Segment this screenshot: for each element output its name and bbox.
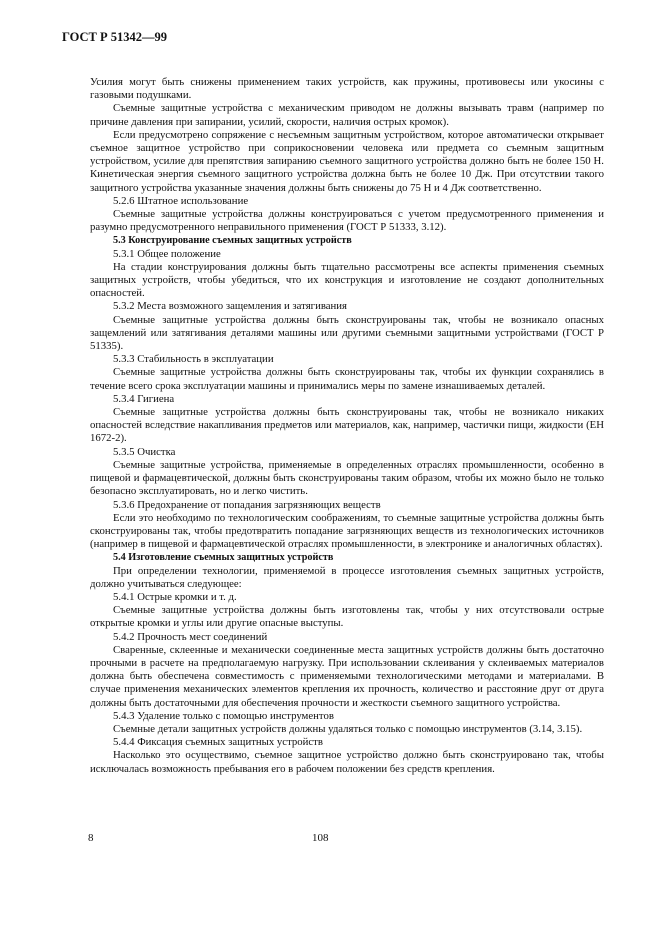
paragraph: Съемные защитные устройства должны быть сконструированы так, чтобы не возникало опасных защемлений или затягивания деталями машины или другими съемными защитными устройствами (ГОСТ Р 51335). <box>90 313 604 353</box>
section-title: 5.3 Конструирование съемных защитных устройств <box>113 235 352 247</box>
paragraph: На стадии конструирования должны быть тщательно рассмотрены все аспекты применения съемных защитных устройств, чтобы убедиться, что их конструкция и изготовление не создают дополнительных опасностей. <box>90 260 604 300</box>
section-heading: 5.4.3 Удаление только с помощью инструментов <box>113 709 334 722</box>
paragraph: Съемные защитные устройства, применяемые в определенных отраслях промышленности, особенно в пищевой и фармацевтической, должны быть сконструированы таким образом, чтобы их можно было не только безопасно эксплуатировать, но и легко чистить. <box>90 458 604 498</box>
page-number-left: 8 <box>88 832 94 844</box>
section-heading: 5.3.2 Места возможного защемления и затягивания <box>113 300 347 313</box>
section-heading: 5.4.2 Прочность мест соединений <box>113 630 268 643</box>
paragraph: Съемные защитные устройства должны быть сконструированы так, чтобы их функции сохранялись в течение всего срока эксплуатации машины и принимались меры по замене изнашиваемых деталей. <box>90 366 604 392</box>
paragraph: Съемные защитные устройства с механическим приводом не должны вызывать травм (например по причине давления при запирании, усилий, скорости, наличия острых кромок). <box>90 102 604 128</box>
paragraph: Если это необходимо по технологическим соображениям, то съемные защитные устройства должны быть сконструированы так, чтобы предотвратить попадание загрязняющих веществ из технологических источников (например в пищевой и фармацевтической отраслях промышленности, в электронике и аналогичных областях). <box>90 511 604 551</box>
paragraph: Усилия могут быть снижены применением таких устройств, как пружины, противовесы или укосины с газовыми подушками. <box>90 76 604 102</box>
document-header: ГОСТ Р 51342—99 <box>62 30 168 44</box>
page-number-center: 108 <box>312 832 329 844</box>
section-heading: 5.4.4 Фиксация съемных защитных устройств <box>113 736 323 749</box>
paragraph: При определении технологии, применяемой в процессе изготовления съемных защитных устройств, должно учитываться следующее: <box>90 564 604 590</box>
section-heading: 5.4.1 Острые кромки и т. д. <box>113 590 237 603</box>
paragraph: Съемные защитные устройства должны быть изготовлены так, чтобы у них отсутствовали острые открытые кромки и углы или другие опасные выступы. <box>90 604 604 630</box>
section-heading: 5.3.3 Стабильность в эксплуатации <box>113 353 274 366</box>
paragraph: Съемные детали защитных устройств должны удаляться только с помощью инструментов (3.14, 3.15). <box>113 722 583 735</box>
paragraph: Съемные защитные устройства должны конструироваться с учетом предусмотренного применения и разумно предусмотренного неправильного применения (ГОСТ Р 51333, 3.12). <box>90 208 604 234</box>
paragraph: Сваренные, склеенные и механически соединенные места защитных устройств должны быть достаточно прочными в расчете на предполагаемую нагрузку. При использовании склеивания у склеиваемых материалов должна быть обеспечена совместимость с применяемыми технологическими методами и материалами. В случае применения механических элементов крепления их прочность, количество и расстояние друг от друга должны быть достаточными для обеспечения прочности и жесткости съемного защитного устройства. <box>90 643 604 709</box>
section-heading: 5.3.4 Гигиена <box>113 392 175 405</box>
paragraph: Съемные защитные устройства должны быть сконструированы так, чтобы не возникало никаких опасностей вследствие накапливания предметов или материалов, как, например, частички пищи, жидкости (ЕН 1672-2). <box>90 406 604 445</box>
section-heading: 5.3.1 Общее положение <box>113 247 221 260</box>
section-heading: 5.3.6 Предохранение от попадания загрязняющих веществ <box>113 498 381 511</box>
paragraph: Если предусмотрено сопряжение с несъемным защитным устройством, которое автоматически открывает съемное защитное устройство при соприкосновении человека или предмета со съемным защитным устройством, усилие для препятствия запиранию съемного защитного устройства должно быть не более 150 Н. Кинетическая энергия съемного защитного устройства должна быть не более 10 Дж. При отсутствии такого защитного устройства указанные значения должны быть снижены до 75 Н и 4 Дж соответственно. <box>90 128 604 194</box>
section-heading: 5.2.6 Штатное использование <box>113 194 249 207</box>
paragraph: Насколько это осуществимо, съемное защитное устройство должно быть сконструировано так, чтобы исключалась возможность пребывания его в рабочем положении без средств крепления. <box>90 749 604 775</box>
section-heading: 5.3.5 Очистка <box>113 445 176 458</box>
document-body <box>90 76 604 776</box>
section-title: 5.4 Изготовление съемных защитных устройств <box>113 552 334 564</box>
